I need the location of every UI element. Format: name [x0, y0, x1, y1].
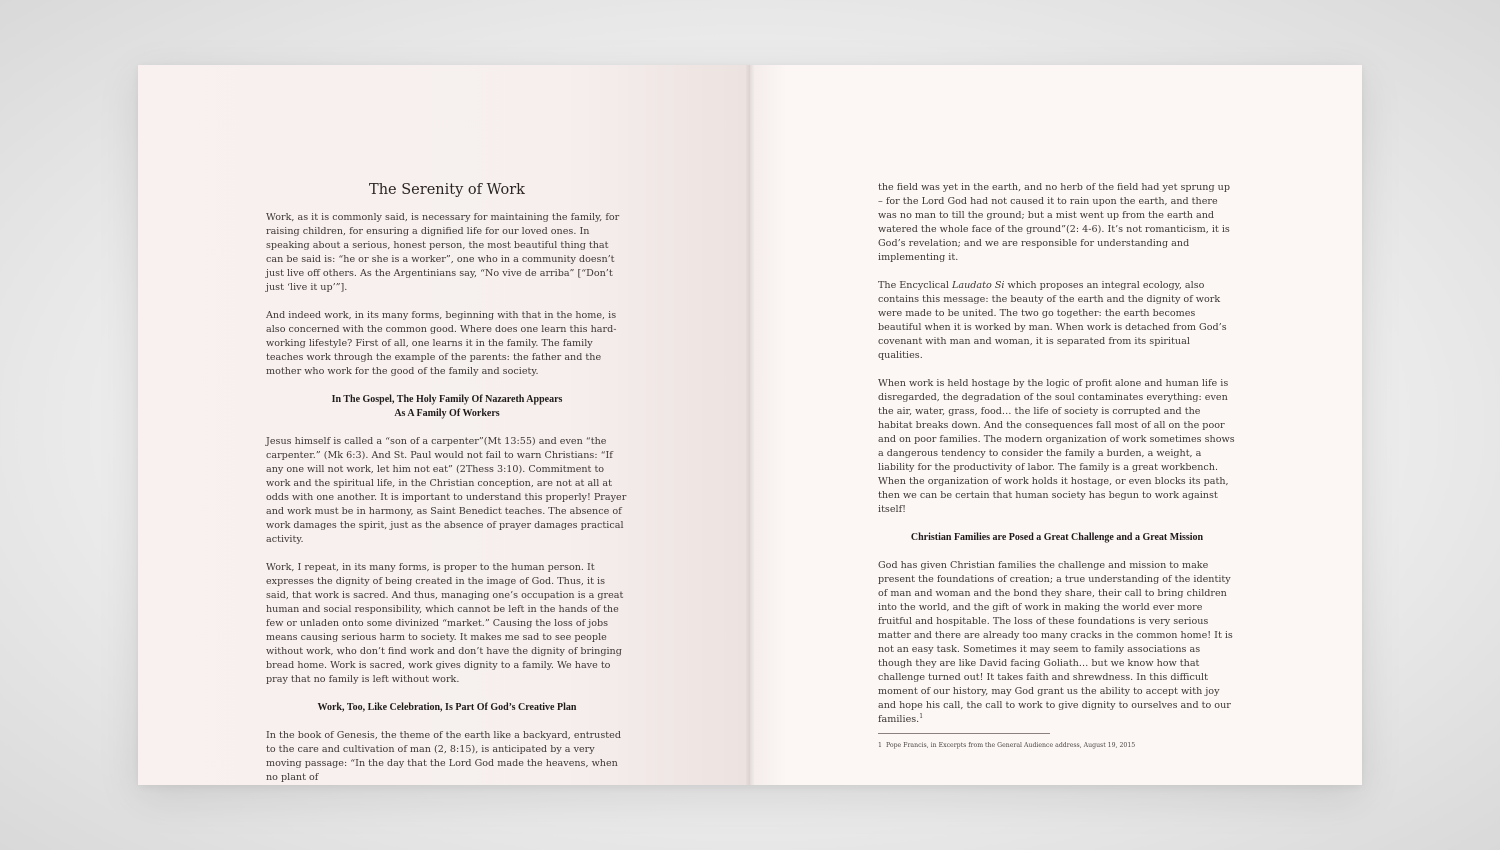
section-heading-line: As A Family Of Workers	[394, 408, 500, 419]
page-title: The Serenity of Work	[369, 182, 525, 198]
section-heading-celebration: Work, Too, Like Celebration, Is Part Of God’s Creative Plan	[317, 702, 577, 713]
book-gutter	[746, 65, 754, 785]
paragraph: Work, I repeat, in its many forms, is proper to the human person. It expresses the dignity of being created in the image of God. Thus, it is said, that work is sacred. And thus, managing one’s occupation is a great human and social responsibility, which cannot be left in the hands of the few or unladen onto some divinized “market.” Causing the loss of jobs means causing serious harm to society. It makes me sad to see people without work, who don’t find work and don’t have the dignity of bringing bread home. Work is sacred, work gives dignity to a family. We have to pray that no family is left without work.	[266, 562, 624, 685]
paragraph: the field was yet in the earth, and no herb of the field had yet sprung up – for the Lord God had not caused it to rain upon the earth, and there was no man to till the ground; but a mist went up from the earth and watered the whole face of the ground”(2: 4-6). It’s not romanticism, it is God’s revelation; and we are responsible for understanding and implementing it.	[878, 182, 1230, 263]
paragraph: In the book of Genesis, the theme of the earth like a backyard, entrusted to the care and cultivation of man (2, 8:15), is anticipated by a very moving passage: “In the day that the Lord God made the heavens, when no plant of	[266, 730, 621, 783]
right-page	[750, 65, 1362, 785]
text-run: which proposes an integral ecology, also contains this message: the beauty of the earth and the dignity of work were made to be united. The two go together: the earth becomes beautiful when it is worked by man. When work is detached from God’s covenant with man and woman, it is separated from its spiritual qualities.	[878, 280, 1227, 361]
right-page-text-column	[878, 181, 1236, 741]
text-run: The Encyclical	[878, 280, 953, 291]
book-spread	[138, 65, 1362, 785]
footnote-text: Pope Francis, in Excerpts from the General Audience address, August 19, 2015	[885, 742, 1136, 749]
section-heading-holy-family	[266, 393, 628, 421]
paragraph-with-footnote	[878, 559, 1236, 727]
footnote-number: 1	[878, 742, 882, 749]
paragraph: And indeed work, in its many forms, beginning with that in the home, is also concerned with the common good. Where does one learn this hard-working lifestyle? First of all, one learns it in the family. The family teaches work through the example of the parents: the father and the mother who work for the good of the family and society.	[266, 310, 617, 377]
text-run: God has given Christian families the challenge and mission to make present the foundations of creation; a true understanding of the identity of man and woman and the bond they share, their call to bring children into the world, and the gift of work in making the world ever more fruitful and hospitable. The loss of these foundations is very serious matter and there are already too many cracks in the common home! It is not an easy task. Sometimes it may seem to family associations as though they are like David facing Goliath… but we know how that challenge turned out! It takes faith and shrewdness. In this difficult moment of our history, may God grant us the ability to accept with joy and hope his call, the call to work to give dignity to ourselves and to our families.	[878, 560, 1233, 725]
section-heading-christian-families: Christian Families are Posed a Great Challenge and a Great Mission	[910, 532, 1204, 543]
footnote-marker[interactable]: 1	[919, 712, 924, 720]
encyclical-title: Laudato Si	[952, 280, 1005, 291]
footnote-divider	[878, 733, 1050, 734]
left-page-text-column	[266, 181, 628, 785]
footnote	[878, 741, 1238, 750]
section-heading-line: In The Gospel, The Holy Family Of Nazareth Appears	[331, 394, 563, 405]
left-page	[138, 65, 750, 785]
paragraph: Jesus himself is called a “son of a carpenter”(Mt 13:55) and even “the carpenter.” (Mk 6:3). And St. Paul would not fail to warn Christians: “If any one will not work, let him not eat” (2Thess 3:10). Commitment to work and the spiritual life, in the Christian conception, are not at all at odds with one another. It is important to understand this properly! Prayer and work must be in harmony, as Saint Benedict teaches. The absence of work damages the spirit, just as the absence of prayer damages practical activity.	[266, 436, 627, 545]
paragraph-laudato-si	[878, 279, 1236, 363]
paragraph: When work is held hostage by the logic of profit alone and human life is disregarded, the degradation of the soul contaminates everything: even the air, water, grass, food… the life of society is corrupted and the habitat breaks down. And the consequences fall most of all on the poor and on poor families. The modern organization of work sometimes shows a dangerous tendency to consider the family a burden, a weight, a liability for the productivity of labor. The family is a great workbench. When the organization of work holds it hostage, or even blocks its path, then we can be certain that human society has begun to work against itself!	[878, 378, 1235, 515]
paragraph: Work, as it is commonly said, is necessary for maintaining the family, for raising children, for ensuring a dignified life for our loved ones. In speaking about a serious, honest person, the most beautiful thing that can be said is: “he or she is a worker”, one who in a community doesn’t just live off others. As the Argentinians say, “No vive de arriba” [“Don’t just ‘live it up’”].	[266, 212, 620, 293]
